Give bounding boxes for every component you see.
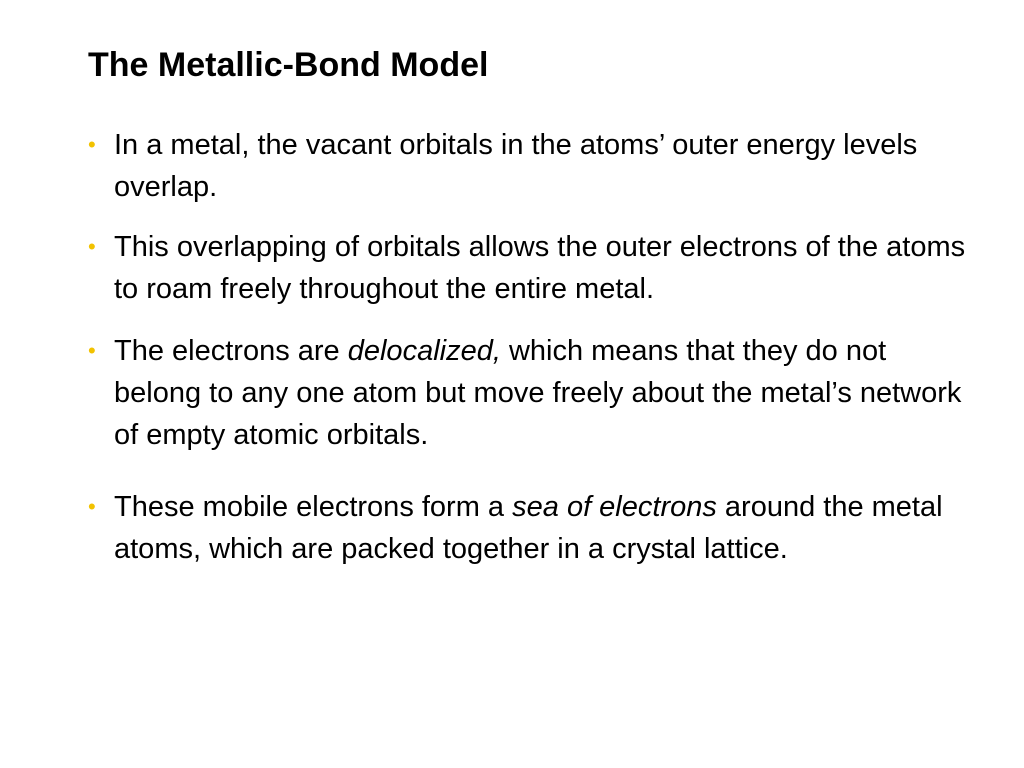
bullet-item — [88, 226, 968, 310]
bullet-text-after: around the metal atoms, which are packed together in a crystal lattice. — [114, 491, 943, 565]
bullet-icon: • — [88, 234, 96, 259]
slide-title: The Metallic-Bond Model — [88, 46, 489, 84]
bullet-emphasis: delocalized, — [347, 335, 501, 367]
bullet-item — [88, 330, 968, 456]
bullet-text-before: These mobile electrons form a — [114, 491, 513, 523]
bullet-icon: • — [88, 338, 96, 363]
bullet-item — [88, 124, 968, 208]
bullet-icon: • — [88, 132, 96, 157]
bullet-list — [88, 124, 968, 570]
bullet-text-before: The electrons are — [114, 335, 348, 367]
bullet-text: This overlapping of orbitals allows the outer electrons of the atoms to roam freely throughout the entire metal. — [114, 231, 966, 305]
bullet-icon: • — [88, 494, 96, 519]
bullet-item — [88, 486, 968, 570]
bullet-text: In a metal, the vacant orbitals in the atoms’ outer energy levels overlap. — [114, 129, 918, 203]
bullet-text-after: which means that they do not belong to any one atom but move freely about the metal’s network of empty atomic orbitals. — [114, 335, 962, 451]
bullet-emphasis: sea of electrons — [512, 491, 717, 523]
